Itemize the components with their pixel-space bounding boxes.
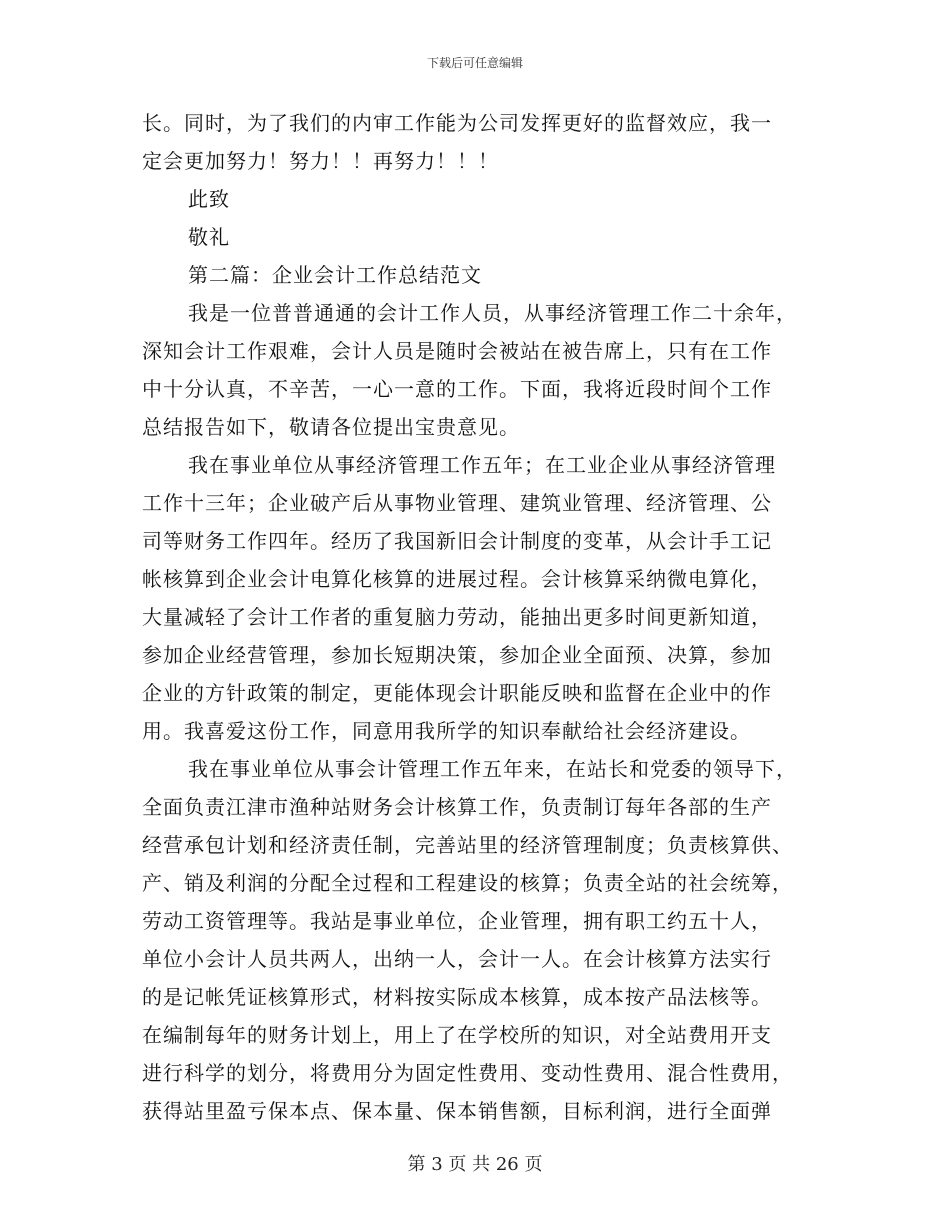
text-line: 我是一位普普通通的会计工作人员，从事经济管理工作二十余年， <box>188 301 797 325</box>
closing-salutation: 此致 <box>188 187 230 211</box>
text-line: 定会更加努力！努力！！再努力！！！ <box>142 149 499 173</box>
text-line: 企业的方针政策的制定，更能体现会计职能反映和监督在企业中的作 <box>142 681 772 705</box>
text-line: 总结报告如下，敬请各位提出宝贵意见。 <box>142 415 520 439</box>
text-line: 的是记帐凭证核算形式，材料按实际成本核算，成本按产品法核等。 <box>142 985 772 1009</box>
text-line: 单位小会计人员共两人，出纳一人，会计一人。在会计核算方法实行 <box>142 947 772 971</box>
closing-regards: 敬礼 <box>188 225 230 249</box>
page-number: 第 3 页 共 26 页 <box>407 1154 543 1175</box>
text-line: 深知会计工作艰难，会计人员是随时会被站在被告席上，只有在工作 <box>142 339 772 363</box>
page-header: 下载后可任意编辑 <box>426 56 523 70</box>
text-line: 产、销及利润的分配全过程和工程建设的核算；负责全站的社会统筹， <box>142 871 793 895</box>
text-line: 中十分认真，不辛苦，一心一意的工作。下面，我将近段时间个工作 <box>142 377 772 401</box>
text-line: 获得站里盈亏保本点、保本量、保本销售额，目标利润，进行全面弹 <box>142 1099 772 1123</box>
text-line: 帐核算到企业会计电算化核算的进展过程。会计核算采纳微电算化， <box>142 567 772 591</box>
text-line: 经营承包计划和经济责任制，完善站里的经济管理制度；负责核算供、 <box>142 833 793 857</box>
text-line: 长。同时，为了我们的内审工作能为公司发挥更好的监督效应，我一 <box>142 111 772 135</box>
text-line: 劳动工资管理等。我站是事业单位，企业管理，拥有职工约五十人， <box>142 909 772 933</box>
text-line: 用。我喜爱这份工作，同意用我所学的知识奉献给社会经济建设。 <box>142 719 751 743</box>
text-line: 我在事业单位从事会计管理工作五年来，在站长和党委的领导下， <box>188 757 797 781</box>
text-line: 参加企业经营管理，参加长短期决策，参加企业全面预、决算，参加 <box>142 643 772 667</box>
text-line: 大量减轻了会计工作者的重复脑力劳动，能抽出更多时间更新知道， <box>142 605 772 629</box>
text-line: 在编制每年的财务计划上，用上了在学校所的知识，对全站费用开支 <box>142 1023 772 1047</box>
document-body <box>142 104 822 1130</box>
text-line: 我在事业单位从事经济管理工作五年；在工业企业从事经济管理 <box>188 453 776 477</box>
text-line: 工作十三年；企业破产后从事物业管理、建筑业管理、经济管理、公 <box>142 491 772 515</box>
text-line: 司等财务工作四年。经历了我国新旧会计制度的变革，从会计手工记 <box>142 529 772 553</box>
text-line: 进行科学的划分，将费用分为固定性费用、变动性费用、混合性费用， <box>142 1061 793 1085</box>
section-title: 第二篇：企业会计工作总结范文 <box>188 263 482 287</box>
text-line: 全面负责江津市渔种站财务会计核算工作，负责制订每年各部的生产 <box>142 795 772 819</box>
